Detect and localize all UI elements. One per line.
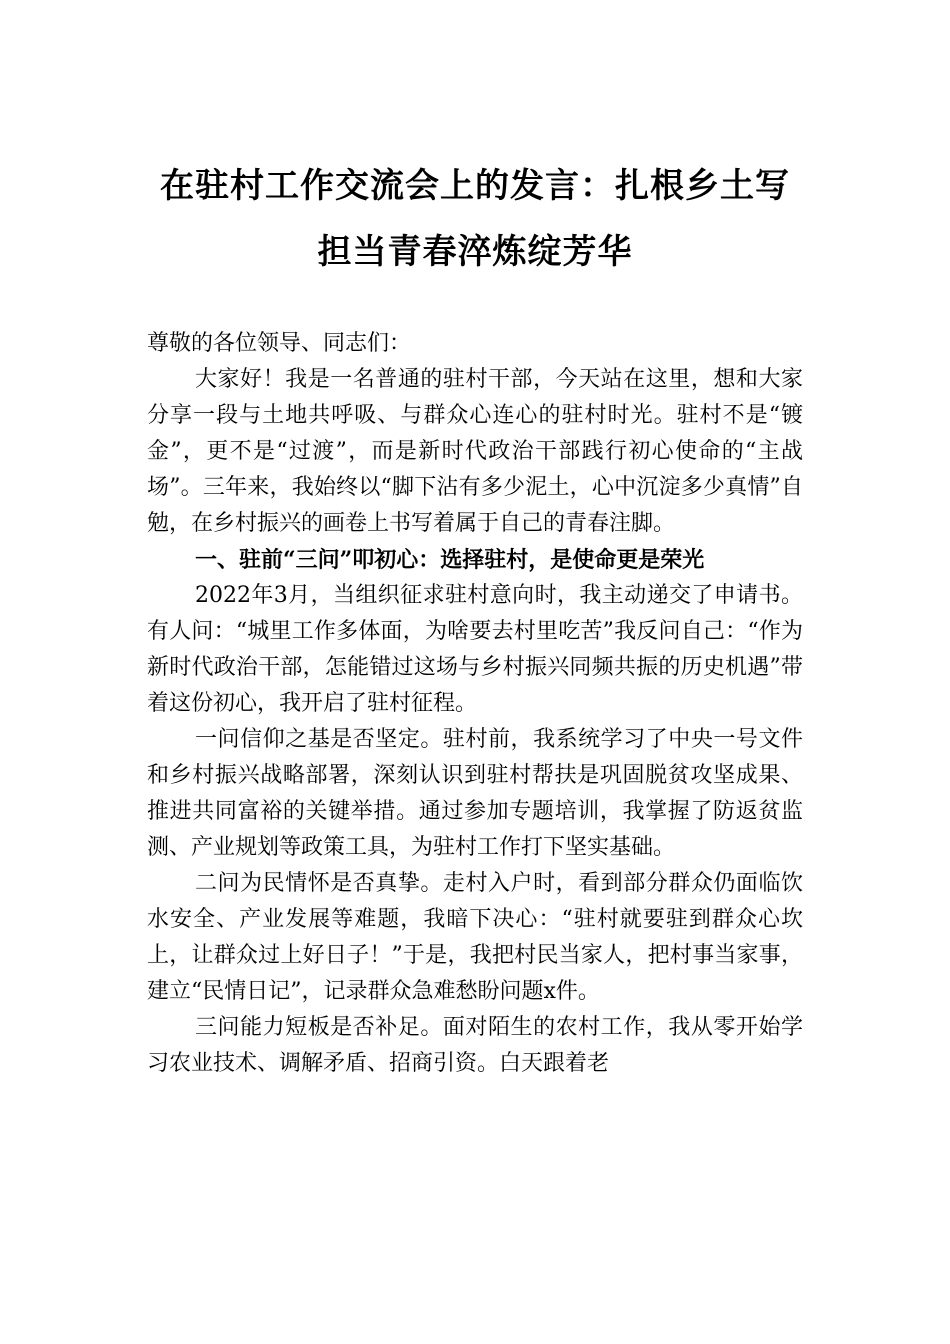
document-body (147, 326, 803, 1082)
section-heading-1: 一、驻前“三问”叩初心：选择驻村，是使命更是荣光 (195, 547, 705, 573)
paragraph: 二问为民情怀是否真挚。走村入户时，看到部分群众仍面临饮水安全、产业发展等难题，我暗下决心：“驻村就要驻到群众心坎上，让群众过上好日子！”于是，我把村民当家人，把村事当家事，建立“民情日记”，记录群众急难愁盼问题x件。 (147, 871, 803, 1004)
paragraph: 2022年3月，当组织征求驻村意向时，我主动递交了申请书。有人问：“城里工作多体面，为啥要去村里吃苦”我反问自己：“作为新时代政治干部，怎能错过这场与乡村振兴同频共振的历史机遇”带着这份初心，我开启了驻村征程。 (147, 583, 803, 716)
salutation: 尊敬的各位领导、同志们： (147, 331, 412, 356)
document-title-line-1: 在驻村工作交流会上的发言：扎根乡土写 (160, 166, 790, 206)
paragraph-intro: 大家好！我是一名普通的驻村干部，今天站在这里，想和大家分享一段与土地共呼吸、与群众心连心的驻村时光。驻村不是“镀金”，更不是“过渡”，而是新时代政治干部践行初心使命的“主战场”。三年来，我始终以“脚下沾有多少泥土，心中沉淀多少真情”自勉，在乡村振兴的画卷上书写着属于自己的青春注脚。 (147, 367, 803, 536)
paragraph: 三问能力短板是否补足。面对陌生的农村工作，我从零开始学习农业技术、调解矛盾、招商引资。白天跟着老 (147, 1015, 803, 1076)
paragraph: 一问信仰之基是否坚定。驻村前，我系统学习了中央一号文件和乡村振兴战略部署，深刻认识到驻村帮扶是巩固脱贫攻坚成果、推进共同富裕的关键举措。通过参加专题培训，我掌握了防返贫监测、产业规划等政策工具，为驻村工作打下坚实基础。 (147, 727, 803, 860)
document-title-line-2: 担当青春淬炼绽芳华 (317, 232, 633, 272)
